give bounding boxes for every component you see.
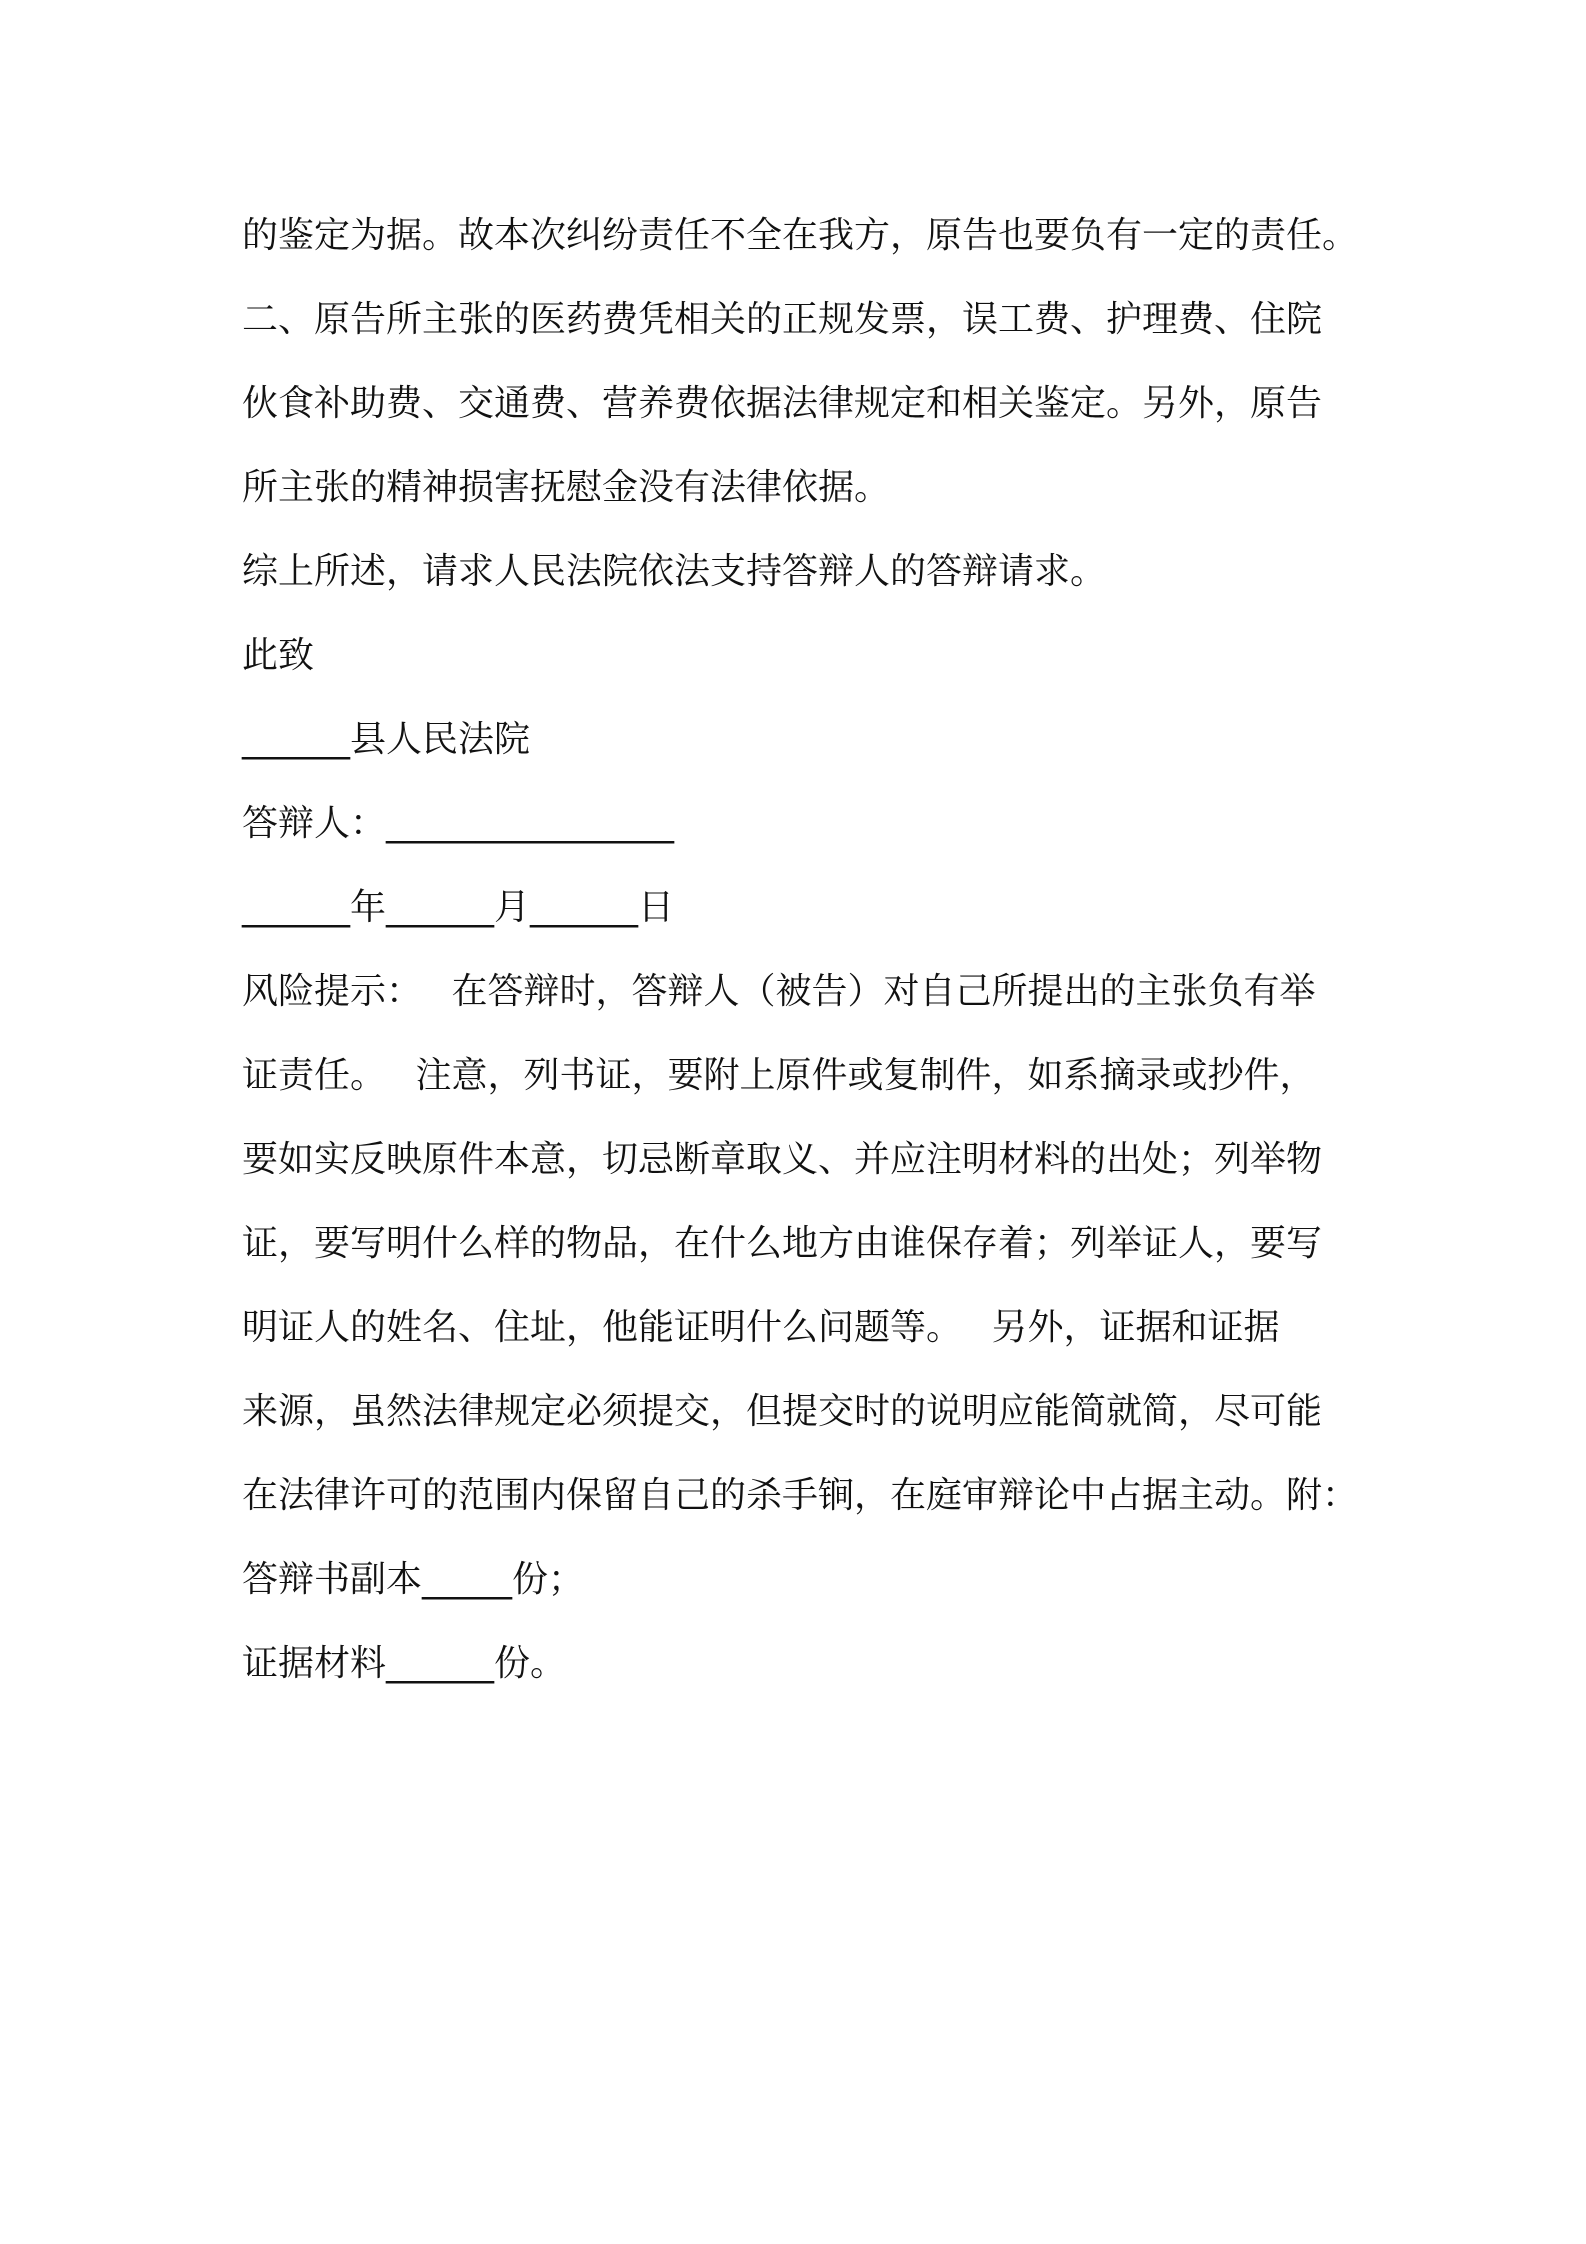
date-line: ______年______月______日 xyxy=(242,887,674,928)
text-line: 伙食补助费、交通费、营养费依据法律规定和相关鉴定。另外，原告 xyxy=(242,383,1323,424)
text-line: 综上所述，请求人民法院依法支持答辩人的答辩请求。 xyxy=(242,551,1107,592)
text-line: 在法律许可的范围内保留自己的杀手锏，在庭审辩论中占据主动。附： xyxy=(242,1475,1359,1516)
attachment-line: 答辩书副本_____份； xyxy=(242,1559,585,1600)
text-line: 的鉴定为据。故本次纠纷责任不全在我方，原告也要负有一定的责任。 xyxy=(242,215,1359,256)
text-line: 要如实反映原件本意，切忌断章取义、并应注明材料的出处；列举物 xyxy=(242,1139,1323,1180)
respondent-line: 答辩人：________________ xyxy=(242,803,675,844)
text-line: 证责任。 注意，列书证，要附上原件或复制件，如系摘录或抄件， xyxy=(242,1055,1316,1096)
text-line: 所主张的精神损害抚慰金没有法律依据。 xyxy=(242,467,891,508)
document-body xyxy=(242,194,1382,1706)
text-line: 来源，虽然法律规定必须提交，但提交时的说明应能简就简，尽可能 xyxy=(242,1391,1323,1432)
court-line: ______县人民法院 xyxy=(242,719,531,760)
text-line: 二、原告所主张的医药费凭相关的正规发票，误工费、护理费、住院 xyxy=(242,299,1323,340)
attachment-line: 证据材料______份。 xyxy=(242,1643,567,1684)
salutation: 此致 xyxy=(242,635,315,676)
text-line: 证，要写明什么样的物品，在什么地方由谁保存着；列举证人，要写 xyxy=(242,1223,1323,1264)
text-line: 风险提示： 在答辩时，答辩人（被告）对自己所提出的主张负有举 xyxy=(242,971,1316,1012)
text-line: 明证人的姓名、住址，他能证明什么问题等。 另外，证据和证据 xyxy=(242,1307,1280,1348)
